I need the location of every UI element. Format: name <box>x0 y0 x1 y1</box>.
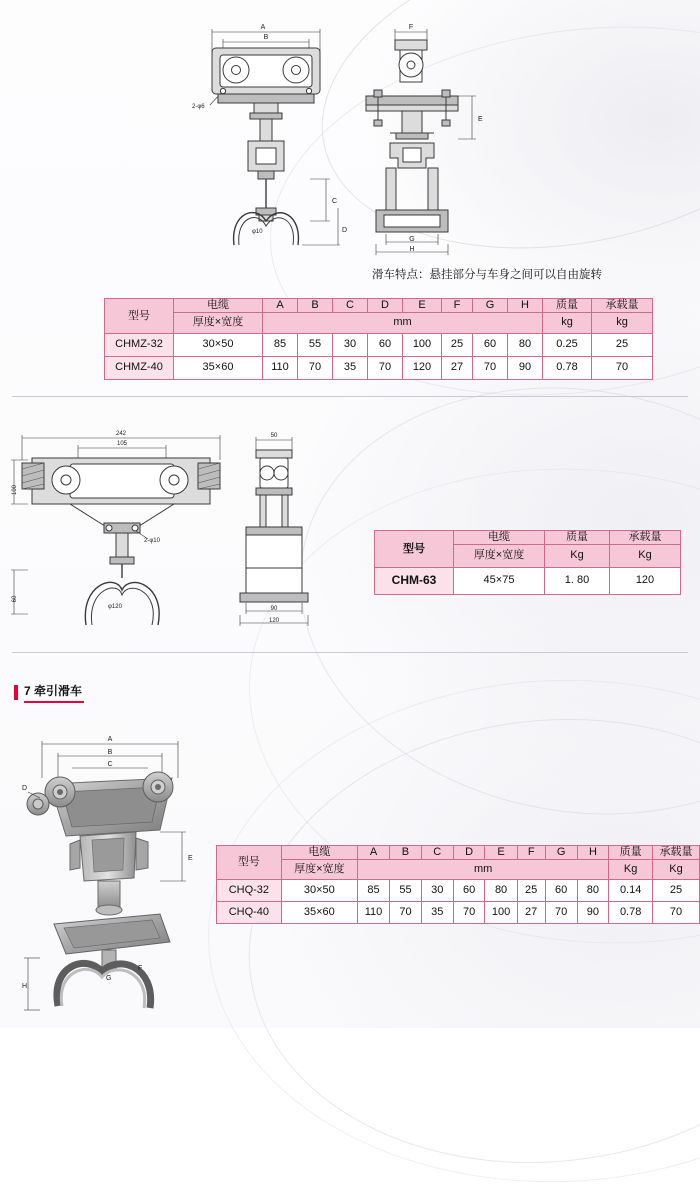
heading-accent-bar <box>14 685 18 700</box>
spec-table-chmz <box>104 298 653 380</box>
cell-h: 80 <box>508 333 543 356</box>
th-mass-unit: Kg <box>609 859 653 879</box>
th-dim-f: F <box>517 846 545 860</box>
svg-text:φ10: φ10 <box>252 229 263 235</box>
cell-model: CHMZ-32 <box>105 333 174 356</box>
cell-model: CHQ-40 <box>217 901 282 923</box>
table-row <box>217 879 700 901</box>
svg-text:D: D <box>22 785 28 792</box>
svg-text:C: C <box>107 761 113 768</box>
svg-text:C: C <box>332 198 338 205</box>
cell-h: 90 <box>508 356 543 379</box>
cell-mass: 0.78 <box>609 901 653 923</box>
cell-mass: 1. 80 <box>545 567 610 594</box>
table-subheader-row <box>217 859 700 879</box>
th-cable: 电缆 <box>174 299 263 313</box>
cell-g: 70 <box>545 901 577 923</box>
cell-c: 30 <box>333 333 368 356</box>
middle-spec-table <box>374 530 681 595</box>
cell-b: 70 <box>298 356 333 379</box>
th-mass: 质量 <box>609 846 653 860</box>
section-heading-traction-trolley <box>14 682 84 703</box>
cell-a: 110 <box>263 356 298 379</box>
svg-text:G: G <box>409 236 415 243</box>
svg-text:2-φ6: 2-φ6 <box>192 104 205 110</box>
svg-text:D: D <box>342 227 348 234</box>
th-unit-mm: mm <box>357 859 608 879</box>
svg-text:H: H <box>409 246 415 253</box>
cell-e: 80 <box>485 879 517 901</box>
svg-text:F: F <box>138 965 143 972</box>
cell-a: 85 <box>263 333 298 356</box>
cell-load: 120 <box>610 567 681 594</box>
th-dim-c: C <box>421 846 453 860</box>
table-row <box>375 567 681 594</box>
cell-model: CHQ-32 <box>217 879 282 901</box>
cell-e: 120 <box>403 356 442 379</box>
svg-text:2-φ10: 2-φ10 <box>144 538 160 544</box>
th-model: 型号 <box>375 531 454 568</box>
svg-text:60: 60 <box>12 595 18 603</box>
cell-f: 25 <box>442 333 473 356</box>
cell-load: 70 <box>652 901 699 923</box>
cell-load: 25 <box>592 333 653 356</box>
spec-table-chq <box>216 845 700 924</box>
top-spec-table <box>104 298 653 380</box>
th-cable-sub: 厚度×宽度 <box>454 544 545 567</box>
th-dim-g: G <box>545 846 577 860</box>
background-swoosh <box>199 668 700 1194</box>
svg-text:F: F <box>408 24 414 31</box>
th-dim-g: G <box>473 299 508 313</box>
cell-d: 60 <box>453 879 485 901</box>
th-load-unit: Kg <box>610 544 681 567</box>
cell-f: 27 <box>442 356 473 379</box>
cell-h: 90 <box>577 901 609 923</box>
svg-text:242: 242 <box>115 431 127 437</box>
cell-load: 25 <box>652 879 699 901</box>
cell-e: 100 <box>485 901 517 923</box>
cell-c: 30 <box>421 879 453 901</box>
th-dim-a: A <box>263 299 298 313</box>
cell-a: 110 <box>357 901 389 923</box>
th-load-unit: Kg <box>652 859 699 879</box>
cell-c: 35 <box>333 356 368 379</box>
th-model: 型号 <box>105 299 174 334</box>
th-mass-unit: Kg <box>545 544 610 567</box>
svg-text:A: A <box>107 736 113 743</box>
section-divider <box>12 396 688 397</box>
cell-mass: 0.14 <box>609 879 653 901</box>
th-dim-f: F <box>442 299 473 313</box>
svg-text:B: B <box>263 34 269 41</box>
cell-g: 60 <box>545 879 577 901</box>
th-mass: 质量 <box>543 299 592 313</box>
svg-text:90: 90 <box>270 606 278 612</box>
cell-d: 70 <box>453 901 485 923</box>
th-dim-d: D <box>368 299 403 313</box>
svg-text:50: 50 <box>270 433 278 439</box>
top-section-note: 滑车特点：悬挂部分与车身之间可以自由旋转 <box>372 269 602 281</box>
table-row <box>105 333 653 356</box>
table-row <box>217 901 700 923</box>
svg-text:G: G <box>106 975 112 982</box>
th-load: 承载量 <box>592 299 653 313</box>
th-dim-d: D <box>453 846 485 860</box>
cell-e: 100 <box>403 333 442 356</box>
svg-text:E: E <box>188 855 193 862</box>
cell-d: 70 <box>368 356 403 379</box>
spec-table-chm63 <box>374 530 681 595</box>
middle-technical-drawing <box>8 418 338 633</box>
svg-text:φ120: φ120 <box>108 604 122 610</box>
cell-f: 27 <box>517 901 545 923</box>
th-dim-h: H <box>577 846 609 860</box>
table-header-row <box>375 531 681 545</box>
cell-b: 55 <box>298 333 333 356</box>
cell-a: 85 <box>357 879 389 901</box>
th-cable: 电缆 <box>454 531 545 545</box>
th-dim-h: H <box>508 299 543 313</box>
th-cable-sub: 厚度×宽度 <box>174 312 263 333</box>
svg-text:H: H <box>22 983 28 990</box>
cell-cable: 45×75 <box>454 567 545 594</box>
cell-c: 35 <box>421 901 453 923</box>
cell-cable: 35×60 <box>174 356 263 379</box>
th-dim-e: E <box>485 846 517 860</box>
section-divider <box>12 652 688 653</box>
th-mass-unit: kg <box>543 312 592 333</box>
bottom-spec-table <box>216 845 700 924</box>
th-load-unit: kg <box>592 312 653 333</box>
cell-mass: 0.78 <box>543 356 592 379</box>
th-unit-mm: mm <box>263 312 543 333</box>
cell-cable: 30×50 <box>174 333 263 356</box>
th-cable-sub: 厚度×宽度 <box>281 859 357 879</box>
cell-model: CHMZ-40 <box>105 356 174 379</box>
cell-d: 60 <box>368 333 403 356</box>
cell-h: 80 <box>577 879 609 901</box>
cell-cable: 35×60 <box>281 901 357 923</box>
table-subheader-row <box>105 312 653 333</box>
svg-text:105: 105 <box>116 441 128 447</box>
th-cable: 电缆 <box>281 846 357 860</box>
bottom-product-photo <box>10 718 225 1018</box>
table-header-row <box>105 299 653 313</box>
th-dim-c: C <box>333 299 368 313</box>
th-mass: 质量 <box>545 531 610 545</box>
svg-text:120: 120 <box>268 618 280 624</box>
background-swoosh <box>227 690 700 1193</box>
heading-label: 7 牵引滑车 <box>24 682 84 703</box>
th-dim-e: E <box>403 299 442 313</box>
th-dim-a: A <box>357 846 389 860</box>
th-model: 型号 <box>217 846 282 880</box>
top-technical-drawing <box>190 8 520 258</box>
cell-b: 55 <box>390 879 422 901</box>
th-dim-b: B <box>298 299 333 313</box>
cell-model: CHM-63 <box>375 567 454 594</box>
svg-text:E: E <box>478 116 483 123</box>
table-row <box>105 356 653 379</box>
th-dim-b: B <box>390 846 422 860</box>
cell-load: 70 <box>592 356 653 379</box>
table-header-row <box>217 846 700 860</box>
cell-g: 60 <box>473 333 508 356</box>
cell-b: 70 <box>390 901 422 923</box>
cell-cable: 30×50 <box>281 879 357 901</box>
cell-f: 25 <box>517 879 545 901</box>
th-load: 承载量 <box>610 531 681 545</box>
svg-text:A: A <box>260 24 266 31</box>
cell-g: 70 <box>473 356 508 379</box>
svg-text:B: B <box>107 749 113 756</box>
svg-text:100: 100 <box>12 484 18 496</box>
th-load: 承载量 <box>652 846 699 860</box>
cell-mass: 0.25 <box>543 333 592 356</box>
